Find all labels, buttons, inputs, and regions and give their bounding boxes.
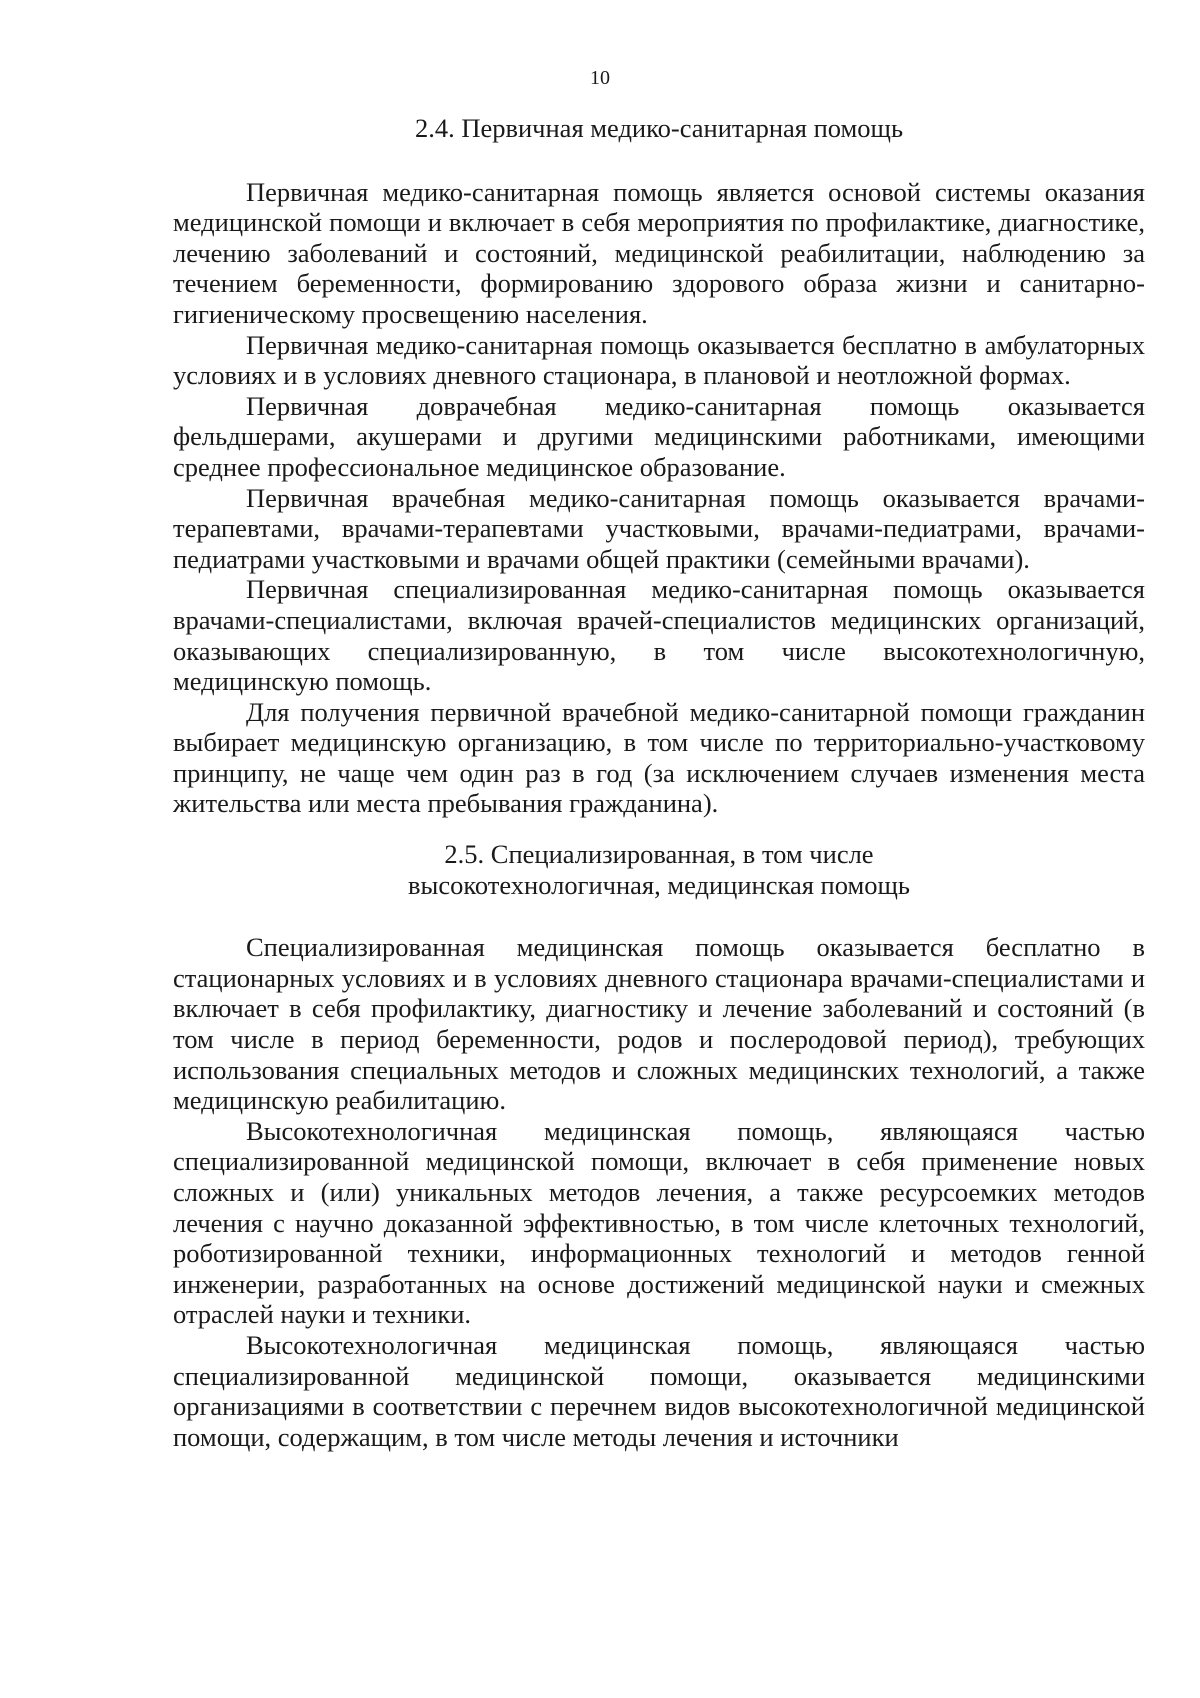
heading-line: 2.4. Первичная медико-санитарная помощь	[414, 113, 904, 143]
document-body	[173, 113, 1145, 1452]
paragraph: Первичная специализированная медико-санитарная помощь оказывается врачами-специалистами, включая врачей-специалистов медицинских организаций, оказывающих специализированную, в том числе высокотехнологичную, медицинскую помощь.	[173, 574, 1145, 697]
paragraph: Первичная медико-санитарная помощь оказывается бесплатно в амбулаторных условиях и в условиях дневного стационара, в плановой и неотложной формах.	[173, 329, 1145, 391]
paragraph: Первичная доврачебная медико-санитарная помощь оказывается фельдшерами, акушерами и другими медицинскими работниками, имеющими среднее профессиональное медицинское образование.	[173, 390, 1145, 482]
page-number: 10	[590, 67, 610, 89]
heading-line: 2.5. Специализированная, в том числе	[444, 839, 874, 870]
section-heading-2-5	[173, 839, 1145, 900]
section-heading-2-4	[173, 113, 1145, 144]
heading-line: высокотехнологичная, медицинская помощь	[408, 869, 910, 900]
paragraph: Первичная врачебная медико-санитарная помощь оказывается врачами-терапевтами, врачами-терапевтами участковыми, врачами-педиатрами, врачами-педиатрами участковыми и врачами общей практики (семейными врачами).	[173, 482, 1145, 574]
paragraph: Для получения первичной врачебной медико-санитарной помощи гражданин выбирает медицинскую организацию, в том числе по территориально-участковому принципу, не чаще чем один раз в год (за исключением случаев изменения места жительства или места пребывания гражданина).	[173, 696, 1145, 819]
paragraph: Специализированная медицинская помощь оказывается бесплатно в стационарных условиях и в условиях дневного стационара врачами-специалистами и включает в себя профилактику, диагностику и лечение заболеваний и состояний (в том числе в период беременности, родов и послеродовой период), требующих использования специальных методов и сложных медицинских технологий, а также медицинскую реабилитацию.	[173, 932, 1145, 1116]
paragraph: Высокотехнологичная медицинская помощь, являющаяся частью специализированной медицинской помощи, оказывается медицинскими организациями в соответствии с перечнем видов высокотехнологичной медицинской помощи, содержащим, в том числе методы лечения и источники	[173, 1329, 1145, 1452]
paragraph: Первичная медико-санитарная помощь является основой системы оказания медицинской помощи и включает в себя мероприятия по профилактике, диагностике, лечению заболеваний и состояний, медицинской реабилитации, наблюдению за течением беременности, формированию здорового образа жизни и санитарно-гигиеническому просвещению населения.	[173, 176, 1145, 329]
paragraph: Высокотехнологичная медицинская помощь, являющаяся частью специализированной медицинской помощи, включает в себя применение новых сложных и (или) уникальных методов лечения, а также ресурсоемких методов лечения с научно доказанной эффективностью, в том числе клеточных технологий, роботизированной техники, информационных технологий и методов генной инженерии, разработанных на основе достижений медицинской науки и смежных отраслей науки и техники.	[173, 1115, 1145, 1330]
